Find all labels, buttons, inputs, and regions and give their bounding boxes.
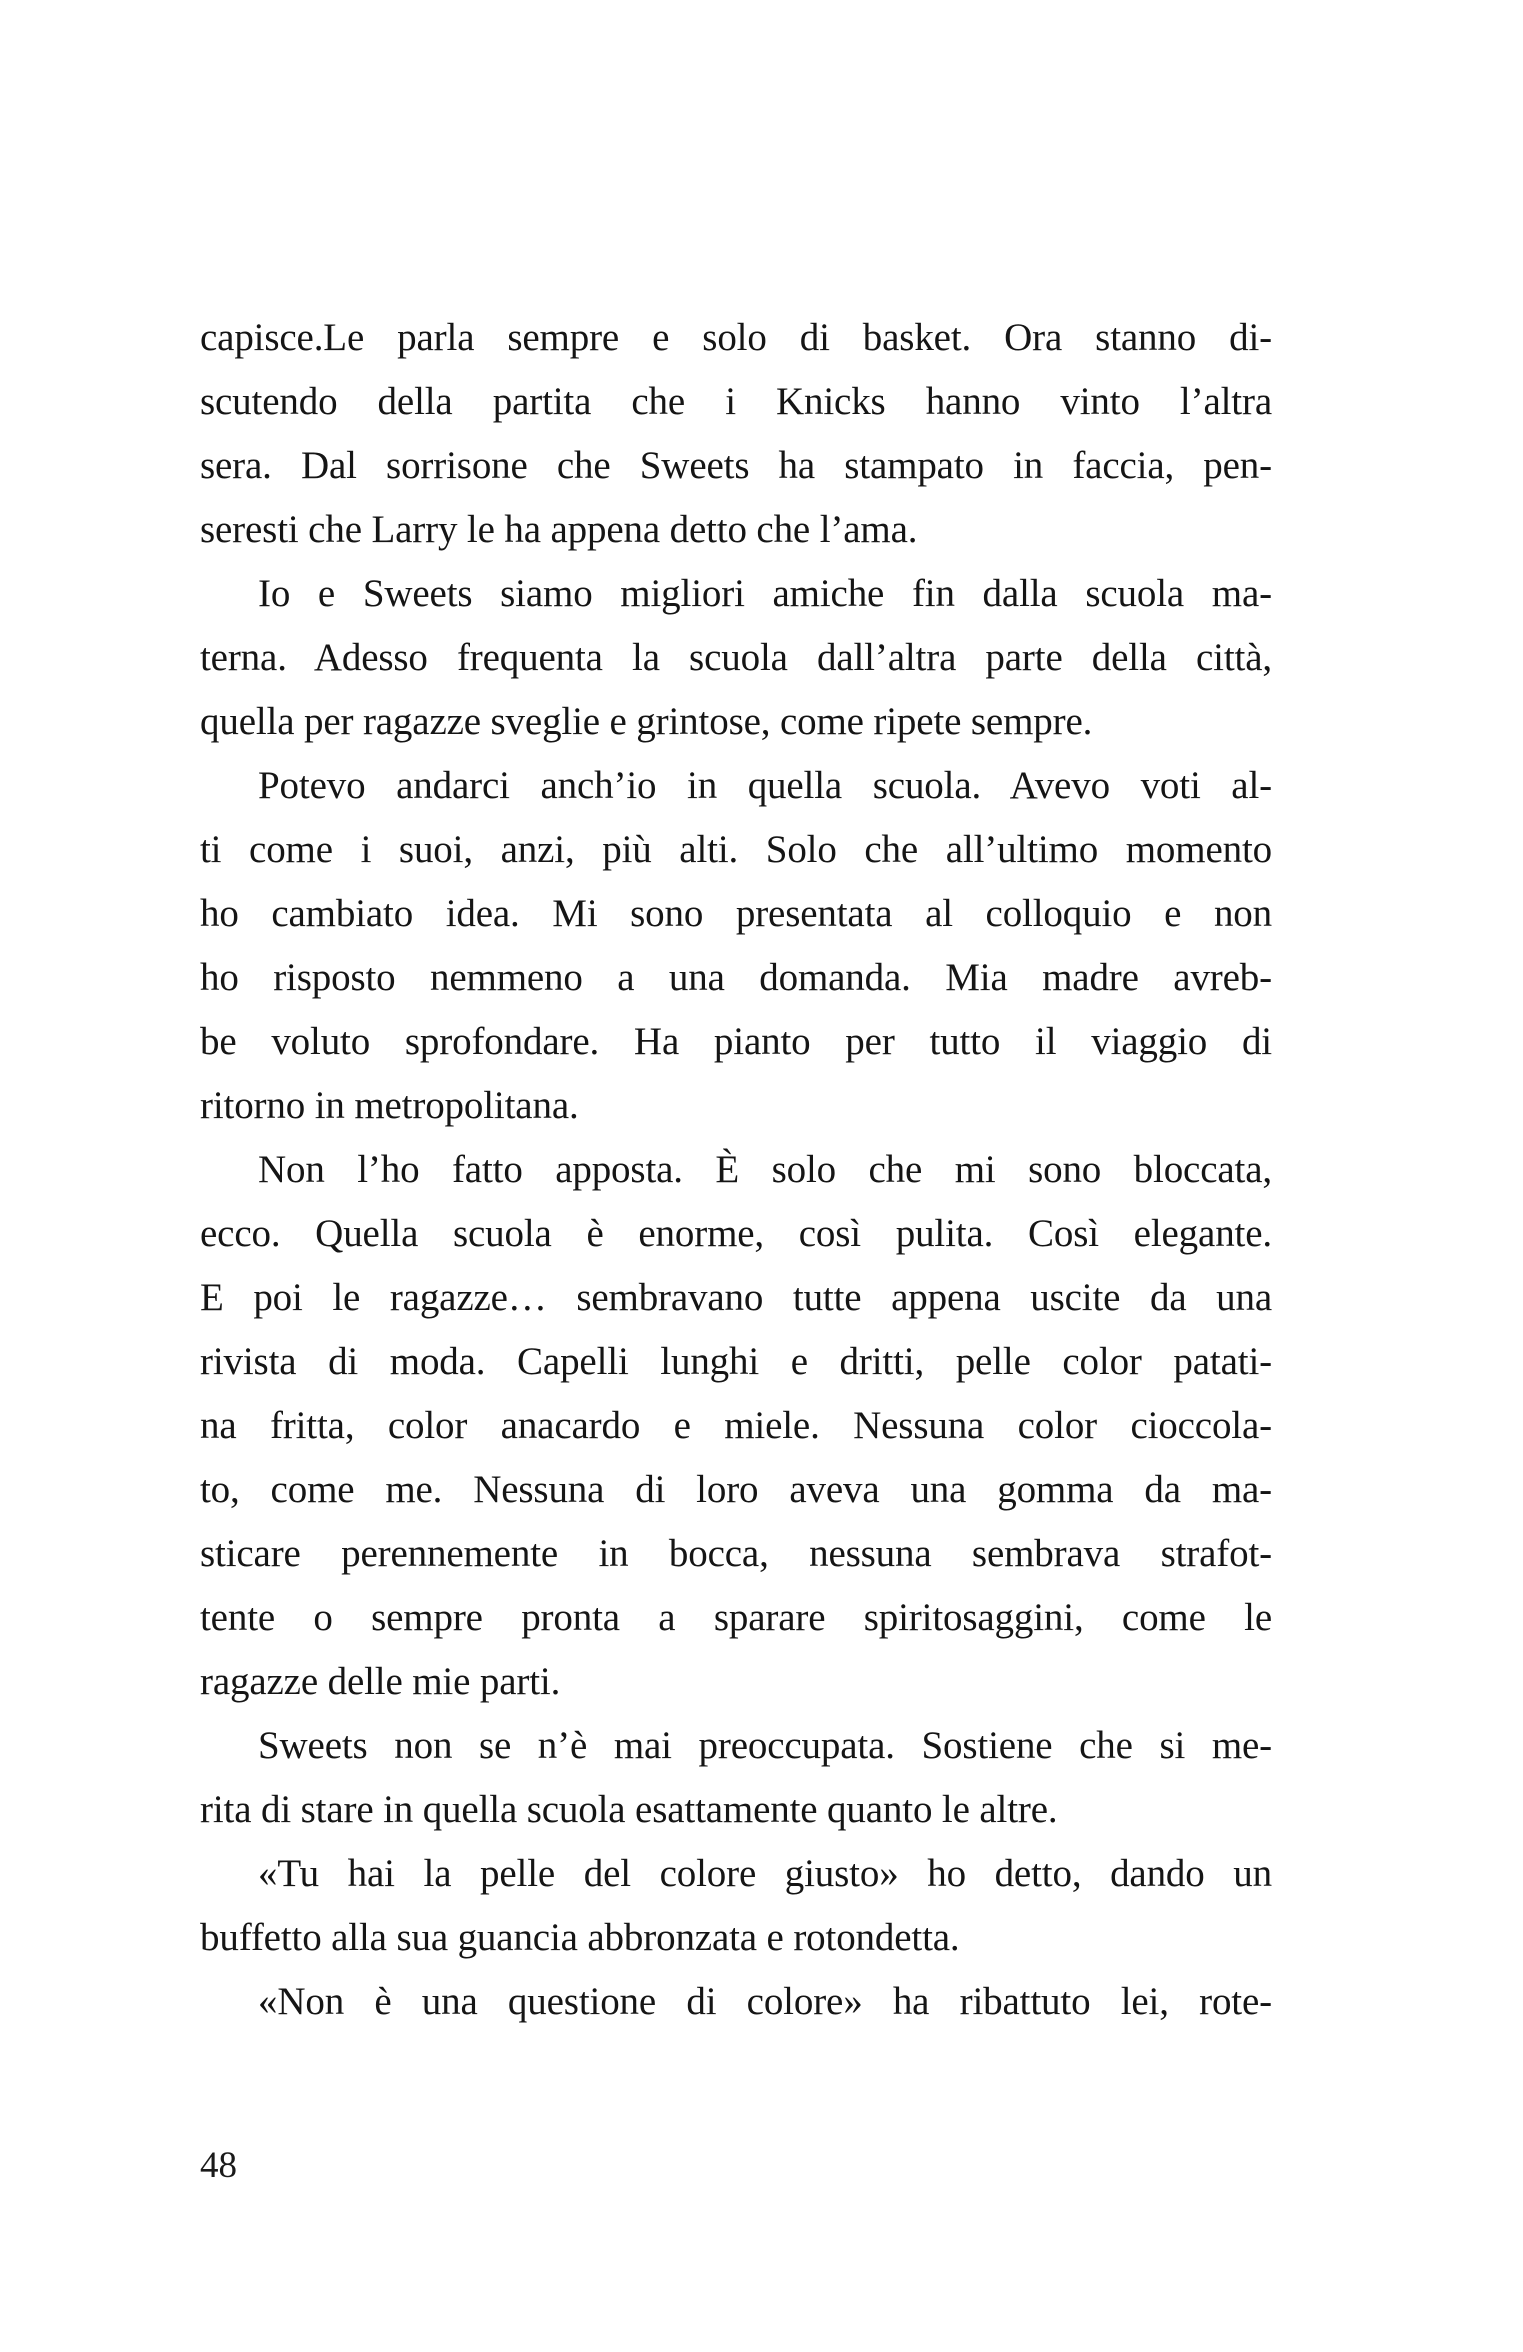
text-line: ritorno in metropolitana. (200, 1084, 579, 1127)
text-line: buffetto alla sua guancia abbronzata e rotondetta. (200, 1916, 960, 1959)
text-line: sticare perennemente in bocca, nessuna sembrava strafot- (200, 1532, 1272, 1575)
page-number: 48 (200, 2145, 237, 2186)
text-line: ecco. Quella scuola è enorme, così pulita. Così elegante. (200, 1212, 1272, 1255)
text-line: to, come me. Nessuna di loro aveva una gomma da ma- (200, 1468, 1272, 1511)
text-line: E poi le ragazze… sembravano tutte appena uscite da una (200, 1276, 1272, 1319)
text-line: na fritta, color anacardo e miele. Nessuna color cioccola- (200, 1404, 1272, 1447)
text-line: rivista di moda. Capelli lunghi e dritti, pelle color patati- (200, 1340, 1272, 1383)
text-line: Potevo andarci anch’io in quella scuola. Avevo voti al- (258, 764, 1272, 807)
text-line: scutendo della partita che i Knicks hanno vinto l’altra (200, 380, 1272, 423)
text-line: ho risposto nemmeno a una domanda. Mia madre avreb- (200, 956, 1272, 999)
text-line: ho cambiato idea. Mi sono presentata al colloquio e non (200, 892, 1272, 935)
text-line: ti come i suoi, anzi, più alti. Solo che all’ultimo momento (200, 828, 1272, 871)
text-line: «Non è una questione di colore» ha ribattuto lei, rote- (258, 1980, 1272, 2023)
paragraph (200, 1842, 1272, 1970)
text-line: quella per ragazze sveglie e grintose, come ripete sempre. (200, 700, 1093, 743)
text-line: Sweets non se n’è mai preoccupata. Sostiene che si me- (258, 1724, 1272, 1767)
paragraph (200, 1970, 1272, 2034)
text-line: be voluto sprofondare. Ha pianto per tutto il viaggio di (200, 1020, 1272, 1063)
text-line: terna. Adesso frequenta la scuola dall’altra parte della città, (200, 636, 1272, 679)
text-line: ragazze delle mie parti. (200, 1660, 561, 1703)
paragraph (200, 562, 1272, 754)
text-line: «Tu hai la pelle del colore giusto» ho detto, dando un (258, 1852, 1272, 1895)
text-line: seresti che Larry le ha appena detto che l’ama. (200, 508, 918, 551)
text-block (200, 306, 1272, 2034)
paragraph (200, 1138, 1272, 1714)
text-line: Non l’ho fatto apposta. È solo che mi sono bloccata, (258, 1148, 1272, 1191)
text-line: rita di stare in quella scuola esattamente quanto le altre. (200, 1788, 1058, 1831)
paragraph (200, 1714, 1272, 1842)
paragraph (200, 306, 1272, 562)
text-line: sera. Dal sorrisone che Sweets ha stampato in faccia, pen- (200, 444, 1272, 487)
text-line: Io e Sweets siamo migliori amiche fin dalla scuola ma- (258, 572, 1272, 615)
paragraph (200, 754, 1272, 1138)
text-line: tente o sempre pronta a sparare spiritosaggini, come le (200, 1596, 1272, 1639)
text-line: capisce.Le parla sempre e solo di basket. Ora stanno di- (200, 316, 1272, 359)
